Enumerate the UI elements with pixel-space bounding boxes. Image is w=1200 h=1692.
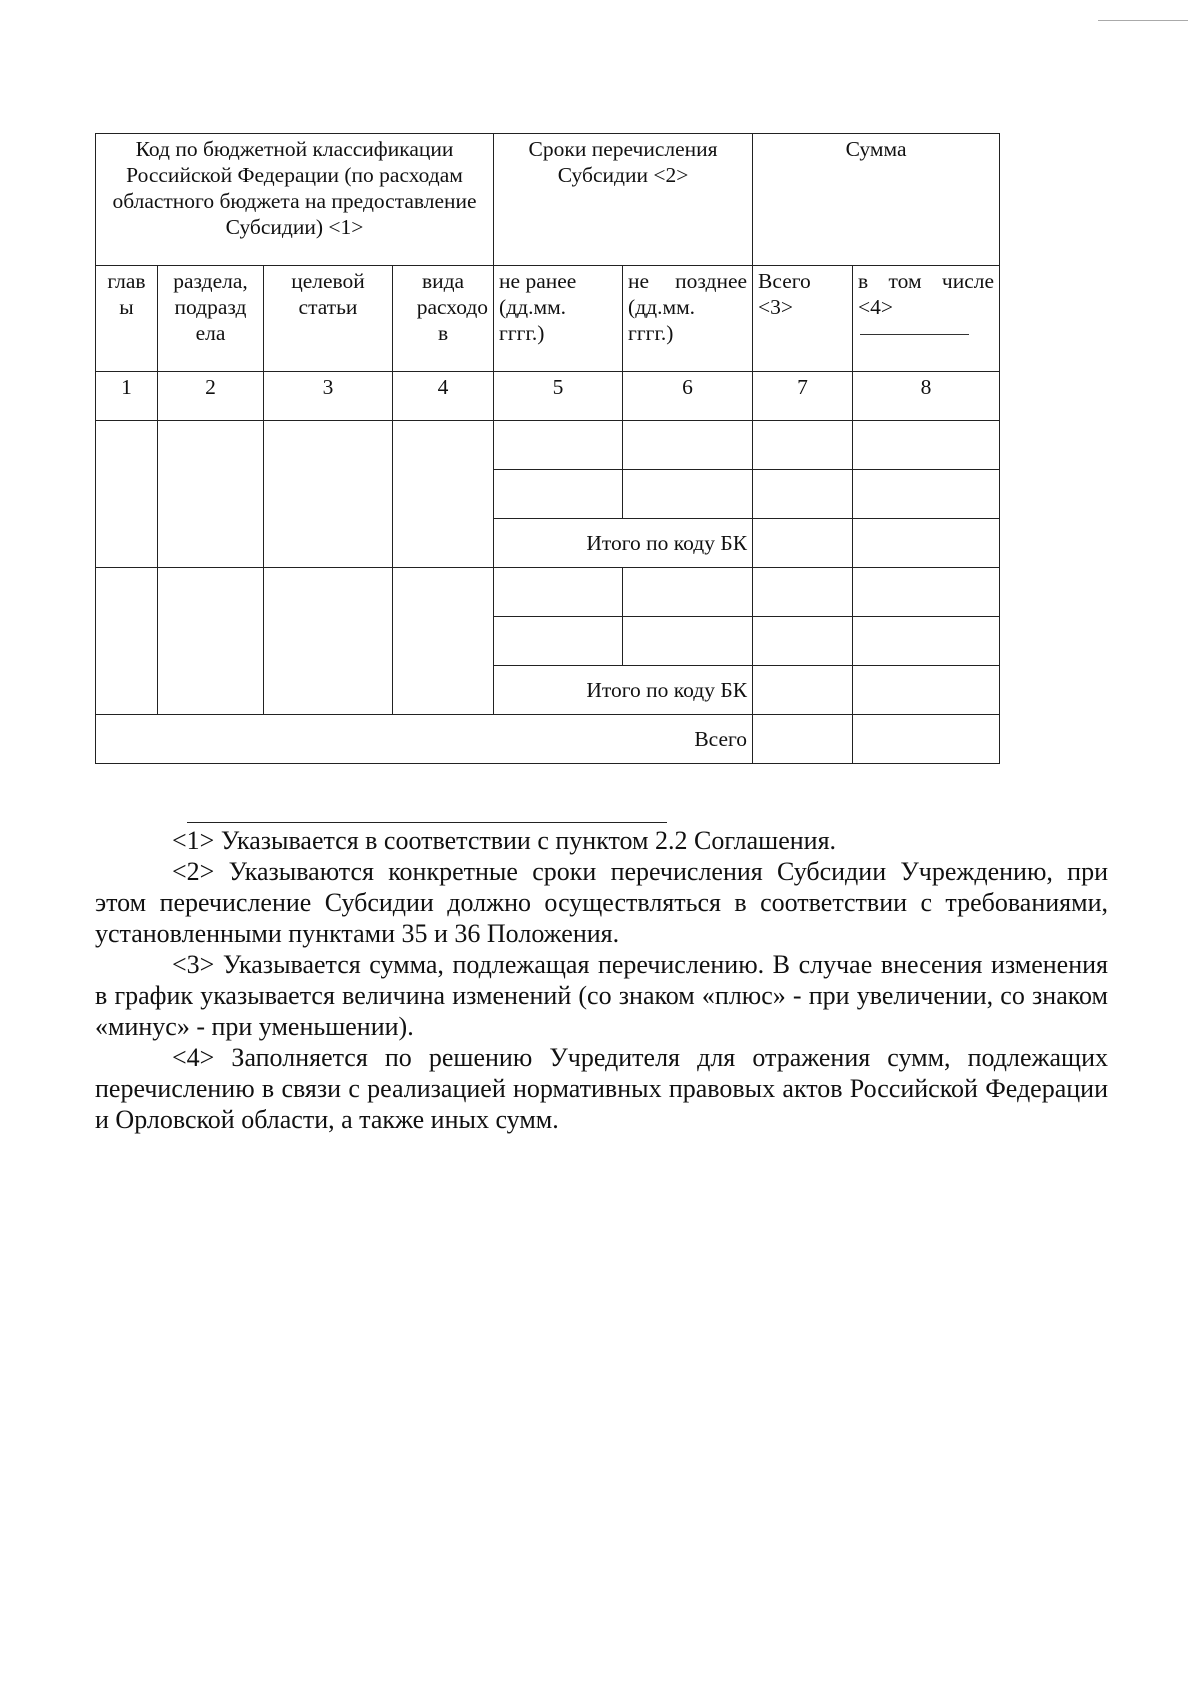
table-cell <box>753 568 853 617</box>
table-cell <box>158 568 264 715</box>
table-cell <box>494 568 623 617</box>
blank-underline <box>860 334 969 335</box>
table-cell <box>753 617 853 666</box>
table-cell <box>753 421 853 470</box>
table-cell <box>623 617 753 666</box>
table-cell <box>393 421 494 568</box>
table-cell <box>753 470 853 519</box>
table-cell <box>853 519 1000 568</box>
table-cell <box>494 421 623 470</box>
chapter-header-cell: глав ы <box>96 266 158 372</box>
footnotes-section <box>95 822 1108 1135</box>
column-number: 2 <box>158 372 264 421</box>
table-cell <box>623 568 753 617</box>
target-article-header-cell: целевой статьи <box>264 266 393 372</box>
footnote-1: <1> Указывается в соответствии с пунктом 2.2 Соглашения. <box>172 826 837 855</box>
table-cell <box>623 470 753 519</box>
subtotal-label: Итого по коду БК <box>494 666 753 715</box>
table-cell <box>623 421 753 470</box>
column-number: 7 <box>753 372 853 421</box>
table-row <box>96 421 1000 470</box>
payment-schedule-table <box>95 133 1000 764</box>
table-cell <box>96 568 158 715</box>
table-cell <box>158 421 264 568</box>
table-cell <box>853 421 1000 470</box>
sum-header-cell: Сумма <box>753 134 1000 266</box>
table-cell <box>393 568 494 715</box>
transfer-terms-header-cell: Сроки перечисления Субсидии <2> <box>494 134 753 266</box>
expense-type-header-cell: вида расходо в <box>393 266 494 372</box>
column-number: 8 <box>853 372 1000 421</box>
grand-total-label: Всего <box>96 715 753 764</box>
table-cell <box>753 519 853 568</box>
table-cell <box>753 666 853 715</box>
table-cell <box>853 715 1000 764</box>
kbk-header-cell: Код по бюджетной классификации Российской Федерации (по расходам областного бюджета на предоставление Субсидии) <1> <box>96 134 494 266</box>
table-cell <box>853 568 1000 617</box>
table-cell <box>264 421 393 568</box>
not-earlier-header-cell: не ранее (дд.мм. гггг.) <box>494 266 623 372</box>
table-cell <box>853 617 1000 666</box>
column-number: 1 <box>96 372 158 421</box>
corner-scan-mark <box>1098 20 1188 21</box>
header-row-sub <box>96 266 1000 372</box>
header-row-top <box>96 134 1000 266</box>
table-cell <box>494 617 623 666</box>
column-number: 4 <box>393 372 494 421</box>
table-row <box>96 568 1000 617</box>
including-header-cell: в том числе <4> <box>853 266 1000 372</box>
table-cell <box>853 470 1000 519</box>
footnote-2: <2> Указываются конкретные сроки перечисления Субсидии Учреждению, при этом перечисление Субсидии должно осуществляться в соответствии с требованиями, установленными пунктами 35 и 36 Положения. <box>95 857 1108 948</box>
column-number-row <box>96 372 1000 421</box>
table-cell <box>264 568 393 715</box>
footnote-4: <4> Заполняется по решению Учредителя для отражения сумм, подлежащих перечислению в связи с реализацией нормативных правовых актов Российской Федерации и Орловской области, а также иных сумм. <box>95 1043 1108 1134</box>
column-number: 3 <box>264 372 393 421</box>
not-later-header-cell: не позднее (дд.мм. гггг.) <box>623 266 753 372</box>
table-cell <box>853 666 1000 715</box>
total-header-cell: Всего <3> <box>753 266 853 372</box>
footnote-3: <3> Указывается сумма, подлежащая перечислению. В случае внесения изменения в график указывается величина изменений (со знаком «плюс» - при увеличении, со знаком «минус» - при уменьшении). <box>95 950 1108 1041</box>
table-cell <box>96 421 158 568</box>
table-cell <box>753 715 853 764</box>
footnote-separator <box>187 822 667 823</box>
subtotal-label: Итого по коду БК <box>494 519 753 568</box>
table-cell <box>494 470 623 519</box>
column-number: 6 <box>623 372 753 421</box>
column-number: 5 <box>494 372 623 421</box>
grand-total-row <box>96 715 1000 764</box>
section-header-cell: раздела, подразд ела <box>158 266 264 372</box>
